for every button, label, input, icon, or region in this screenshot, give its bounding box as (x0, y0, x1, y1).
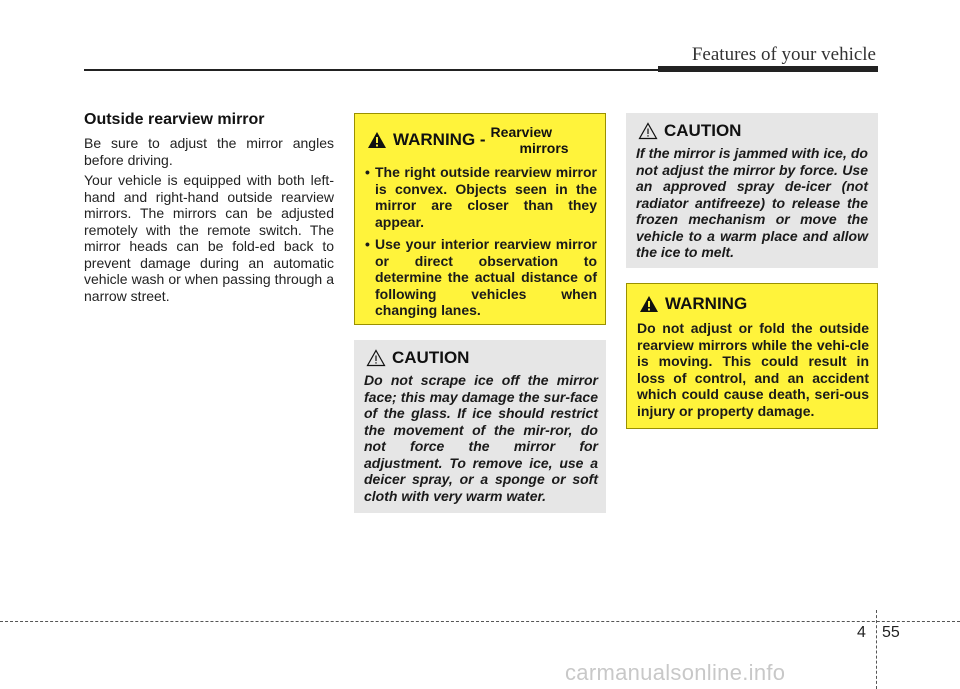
caution-jammed-box (626, 113, 878, 268)
warning-triangle-icon (639, 295, 659, 313)
page-number: 55 (882, 624, 900, 641)
caution-header (366, 348, 469, 368)
warning-subtitle (491, 124, 569, 156)
warning-item-interior-mirror: • Use your interior rearview mirror or direct observation to determine the actual distance of following vehicles when changing lanes. (365, 236, 597, 319)
warning-rearview-mirrors-box (354, 113, 606, 325)
page-header-title: Features of your vehicle (691, 44, 876, 65)
footer-rule (0, 621, 960, 622)
warning-title: WARNING - (393, 130, 486, 149)
section-title: Outside rearview mirror (84, 111, 265, 128)
chapter-number: 4 (857, 624, 866, 641)
warning-fold-text: Do not adjust or fold the outside rearview mirrors while the vehi-cle is moving. This could result in loss of control, and an accident which could cause death, seri-ous injury or property damage. (637, 320, 869, 419)
header-rule-accent (658, 66, 878, 72)
warning-item-convex: • The right outside rearview mirror is convex. Objects seen in the mirror are closer than they appear. (365, 164, 597, 230)
description-paragraph: Your vehicle is equipped with both left-hand and right-hand outside rearview mirrors. The mirrors can be adjusted remotely with the remote switch. The mirror heads can be fold-ed back to prevent damage during an automatic vehicle wash or when passing through a narrow street. (84, 172, 334, 304)
caution-title: CAUTION (392, 348, 470, 367)
warning-title: WARNING (665, 294, 748, 313)
intro-paragraph: Be sure to adjust the mirror angles before driving. (84, 135, 334, 168)
caution-scrape-box (354, 340, 606, 513)
caution-jammed-text: If the mirror is jammed with ice, do not adjust the mirror by force. Use an approved spray de-icer (not radiator antifreeze) to release the frozen mechanism or move the vehicle to a warm place and allow the ice to melt. (636, 145, 868, 260)
watermark: carmanualsonline.info (565, 660, 786, 685)
caution-title: CAUTION (664, 121, 742, 140)
caution-header (638, 121, 741, 141)
warning-triangle-icon (367, 131, 387, 149)
caution-scrape-text: Do not scrape ice off the mirror face; this may damage the sur-face of the glass. If ice should restrict the movement of the mir-ror, do not force the mirror for adjustment. To remove ice, use a deicer spray, or a sponge or soft cloth with very warm water. (364, 372, 598, 504)
warning-subtitle-line2: mirrors (519, 140, 569, 156)
footer-divider (876, 610, 877, 689)
warning-list (365, 164, 597, 325)
warning-header (367, 124, 569, 156)
caution-triangle-icon (366, 349, 386, 367)
caution-triangle-icon (638, 122, 658, 140)
warning-header (639, 294, 747, 314)
warning-subtitle-line1: Rearview (490, 124, 553, 140)
warning-fold-box (626, 283, 878, 429)
